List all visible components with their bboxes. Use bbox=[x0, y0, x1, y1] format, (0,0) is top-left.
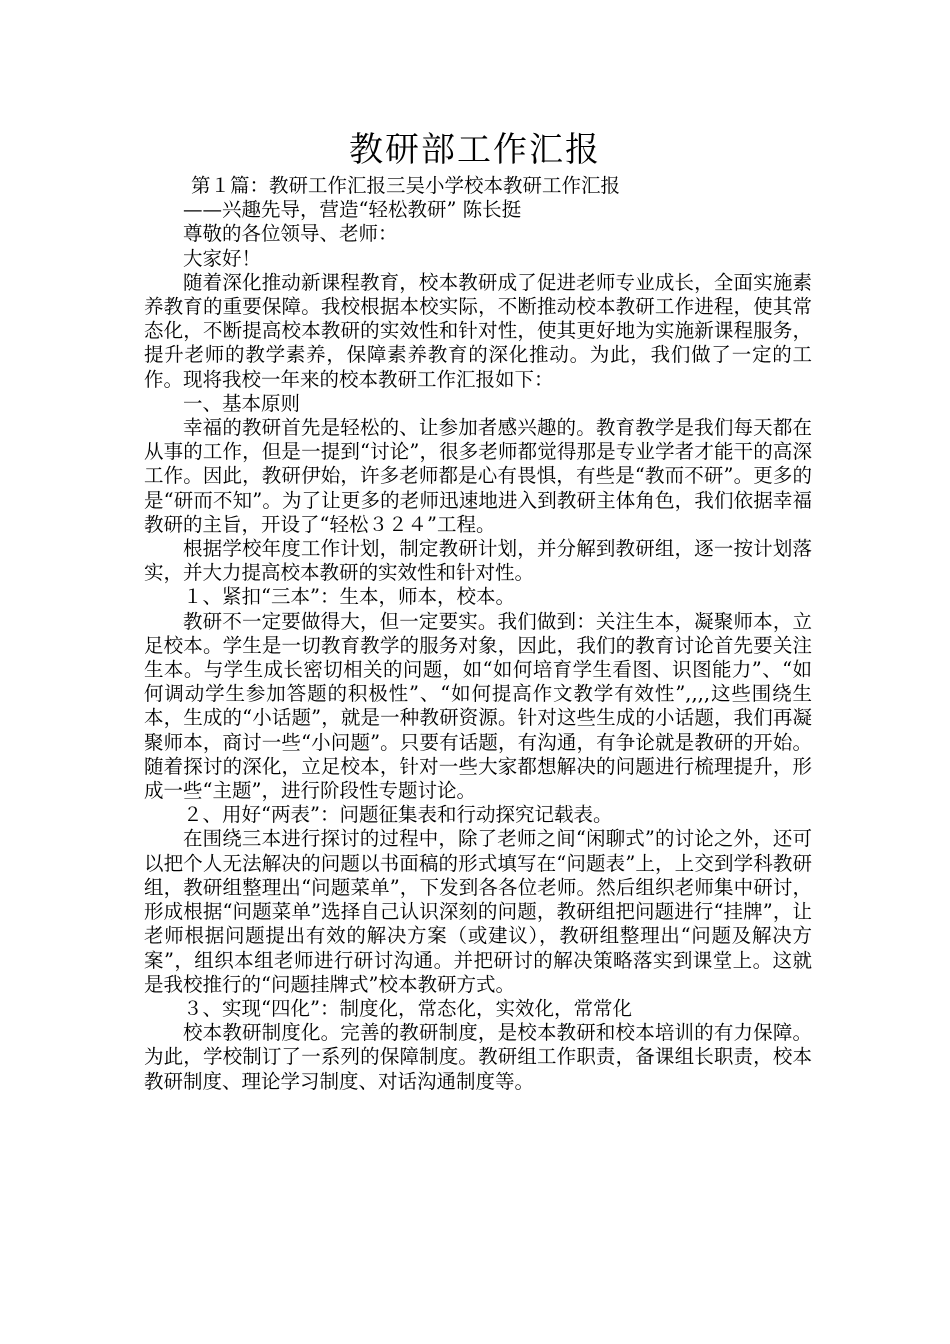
paragraph-annual-plan: 根据学校年度工作计划，制定教研计划，并分解到教研组，逐一按计划落实，并大力提高校本教研的实效性和针对性。 bbox=[144, 537, 812, 585]
document-body bbox=[144, 174, 812, 1094]
paragraph-happy-research: 幸福的教研首先是轻松的、让参加者感兴趣的。教育教学是我们每天都在从事的工作，但是一提到“讨论”，很多老师都觉得那是专业学者才能干的高深工作。因此，教研伊始，许多老师都是心有畏惧，有些是“教而不研”。更多的是“研而不知”。为了让更多的老师迅速地进入到教研主体角色，我们依据幸福教研的主旨，开设了“轻松３２４”工程。 bbox=[144, 416, 812, 536]
paragraph-three-ben: 教研不一定要做得大，但一定要实。我们做到：关注生本，凝聚师本，立足校本。学生是一切教育教学的服务对象，因此，我们的教育讨论首先要关注生本。与学生成长密切相关的问题，如“如何培育学生看图、识图能力”、“如何调动学生参加答题的积极性”、“如何提高作文教学有效性”,,,,这些围绕生本，生成的“小话题”，就是一种教研资源。针对这些生成的小话题，我们再凝聚师本，商讨一些“小问题”。只要有话题，有沟通，有争论就是教研的开始。随着探讨的深化，立足校本，针对一些大家都想解决的问题进行梳理提升，形成一些“主题”，进行阶段性专题讨论。 bbox=[144, 609, 812, 803]
subheading-three-ben: １、紧扣“三本”：生本，师本，校本。 bbox=[183, 585, 515, 609]
paragraph-two-tables: 在围绕三本进行探讨的过程中，除了老师之间“闲聊式”的讨论之外，还可以把个人无法解决的问题以书面稿的形式填写在“问题表”上，上交到学科教研组，教研组整理出“问题菜单”，下发到各各位老师。然后组织老师集中研讨，形成根据“问题菜单”选择自己认识深刻的问题，教研组把问题进行“挂牌”，让老师根据问题提出有效的解决方案（或建议），教研组整理出“问题及解决方案”，组织本组老师进行研讨沟通。并把研讨的解决策略落实到课堂上。这就是我校推行的“问题挂牌式”校本教研方式。 bbox=[144, 827, 812, 996]
author-line: ——兴趣先导，营造“轻松教研” 陈长挺 bbox=[183, 198, 522, 222]
section-heading-basic-principles: 一、基本原则 bbox=[183, 391, 301, 415]
document-title: 教研部工作汇报 bbox=[349, 130, 601, 170]
subheading-four-hua: ３、实现“四化”：制度化，常态化，实效化，常常化 bbox=[183, 996, 632, 1020]
paragraph-institutionalization: 校本教研制度化。完善的教研制度，是校本教研和校本培训的有力保障。为此，学校制订了一系列的保障制度。教研组工作职责，备课组长职责，校本教研制度、理论学习制度、对话沟通制度等。 bbox=[144, 1021, 812, 1093]
subheading-two-tables: ２、用好“两表”：问题征集表和行动探究记载表。 bbox=[183, 803, 613, 827]
greeting: 大家好！ bbox=[183, 246, 262, 270]
salutation: 尊敬的各位领导、老师： bbox=[183, 222, 398, 246]
intro-paragraph: 随着深化推动新课程教育，校本教研成了促进老师专业成长，全面实施素养教育的重要保障。我校根据本校实际，不断推动校本教研工作进程，使其常态化，不断提高校本教研的实效性和针对性，使其更好地为实施新课程服务，提升老师的教学素养，保障素养教育的深化推动。为此，我们做了一定的工作。现将我校一年来的校本教研工作汇报如下： bbox=[144, 270, 812, 391]
document-subtitle: 第１篇：教研工作汇报三吴小学校本教研工作汇报 bbox=[191, 174, 621, 197]
